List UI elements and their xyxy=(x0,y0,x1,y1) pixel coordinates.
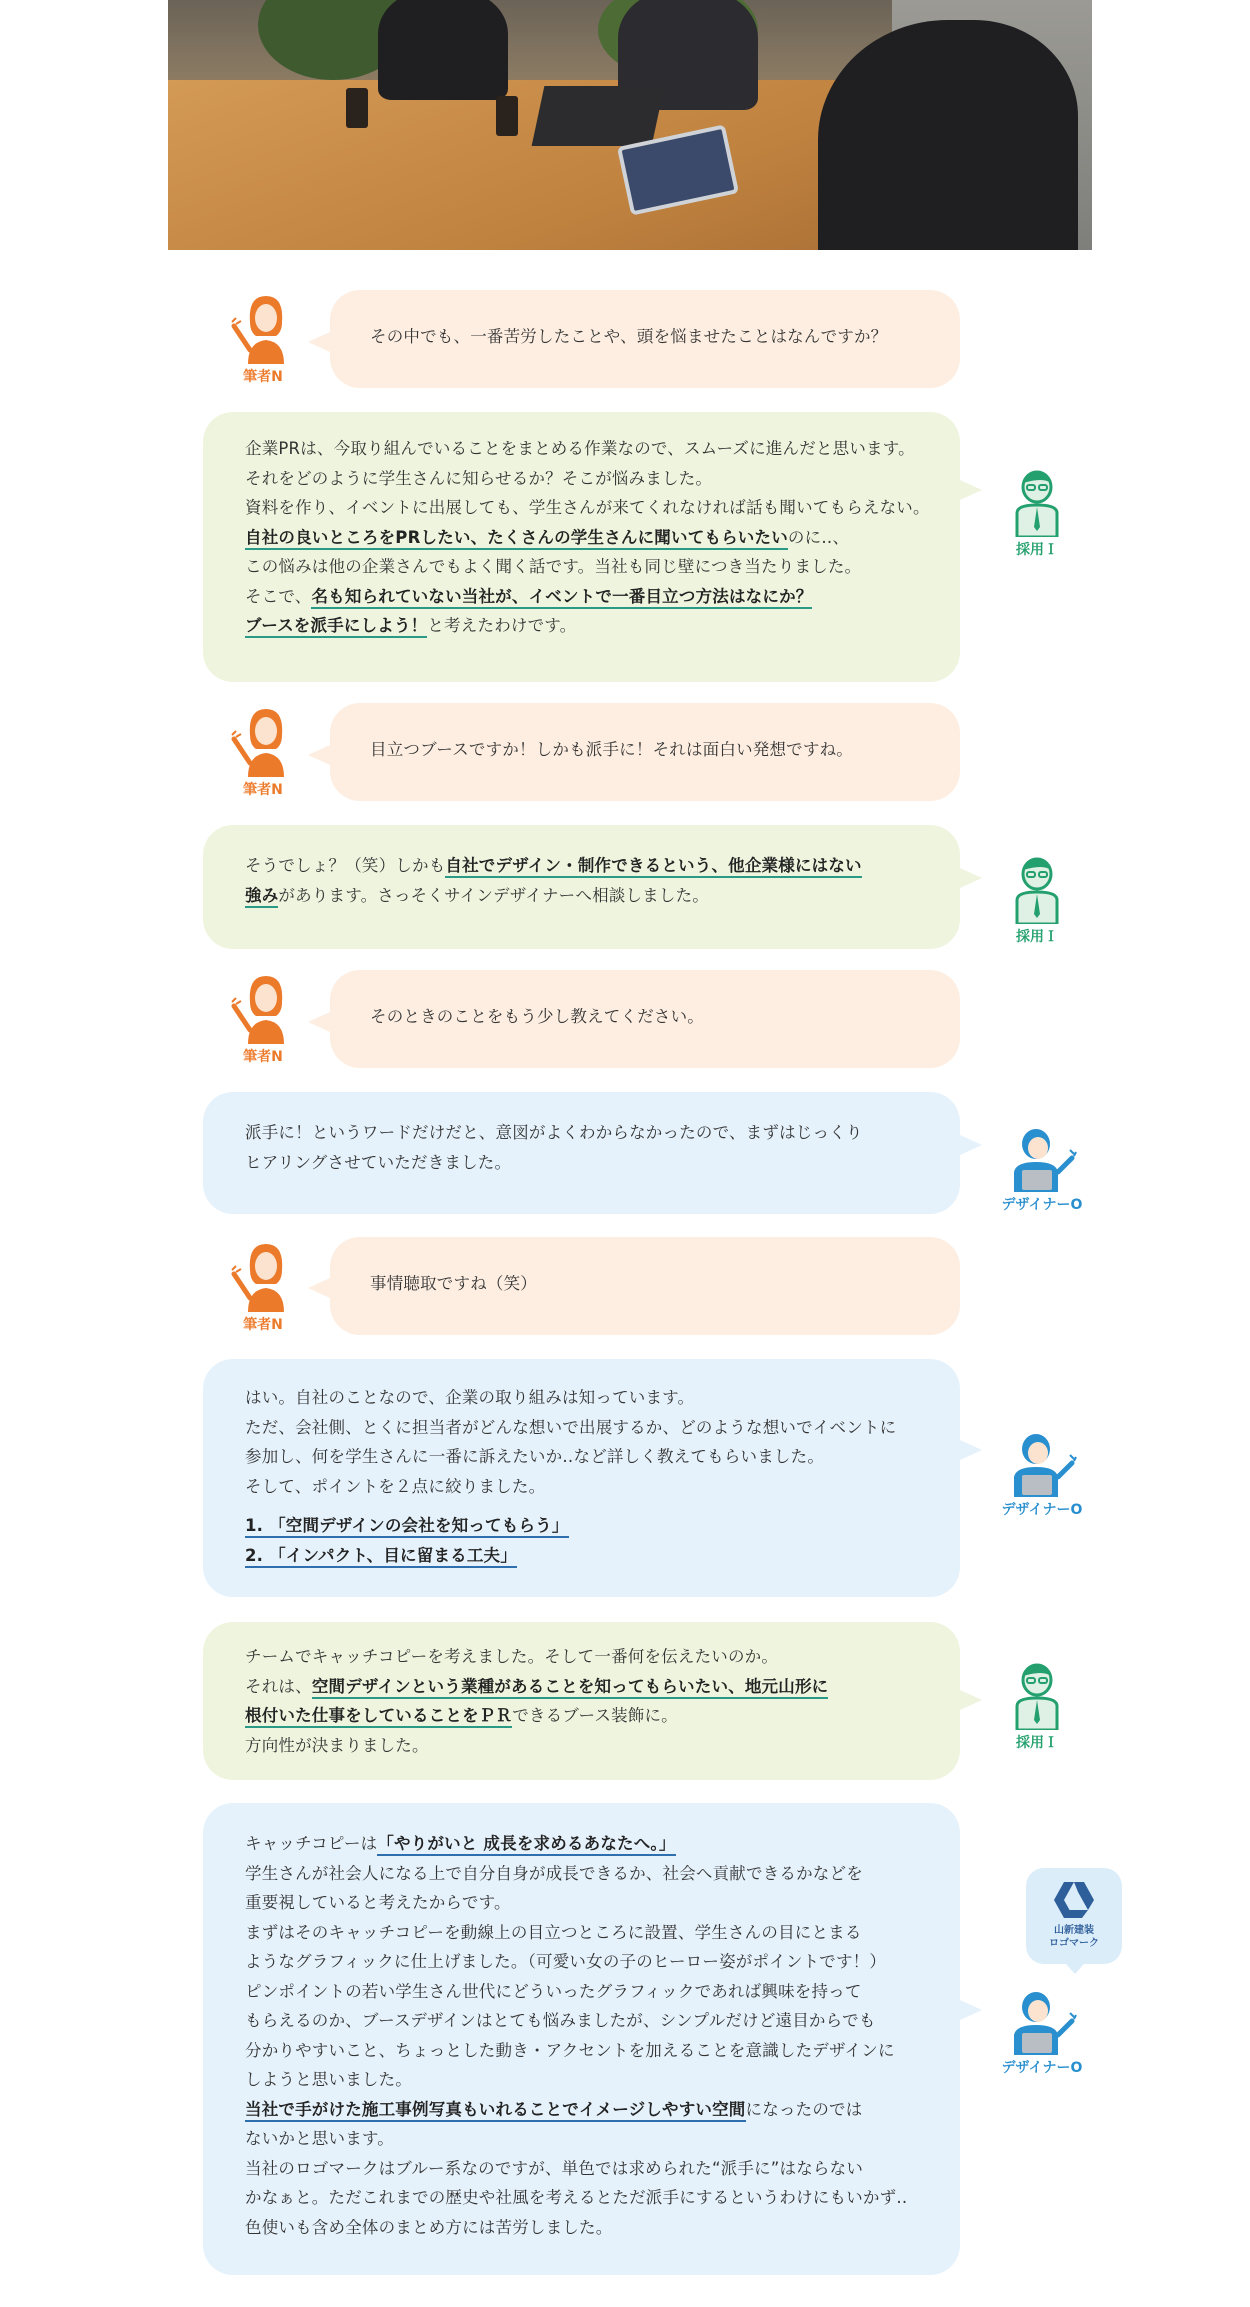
photo-person xyxy=(378,0,508,100)
speech-bubble xyxy=(203,1803,960,2275)
points-list xyxy=(245,1511,918,1570)
callout-tail xyxy=(1066,1964,1084,1974)
bubble-text: 色使いも含め全体のまとめ方には苦労しました。 xyxy=(245,2217,613,2237)
highlight-text: 名も知られていない当社が、イベントで一番目立つ方法はなにか？ xyxy=(311,587,812,609)
bubble-tail xyxy=(960,2000,982,2020)
highlight-text: 強み xyxy=(245,886,278,908)
speech-bubble xyxy=(330,290,960,388)
avatar-designer xyxy=(992,1120,1092,1214)
highlight-text: 自社の良いところをPRしたい、たくさんの学生さんに聞いてもらいたい xyxy=(245,528,788,550)
bubble-text: と考えたわけです。 xyxy=(427,616,577,635)
bubble-text: 資料を作り、イベントに出展しても、学生さんが来てくれなければ話も聞いてもらえない。 xyxy=(245,498,930,517)
recruiter-icon xyxy=(1007,465,1067,537)
avatar-recruit xyxy=(992,1658,1082,1752)
bubble-text: できるブース装飾に。 xyxy=(512,1706,678,1725)
bubble-tail xyxy=(308,1278,330,1298)
designer-icon xyxy=(1002,1120,1082,1192)
bubble-text: 目立つブースですか！しかも派手に！それは面白い発想ですね。 xyxy=(370,740,853,759)
speaker-name: 筆者N xyxy=(243,782,283,798)
speech-bubble xyxy=(203,825,960,949)
bubble-text: かなぁと。ただこれまでの歴史や社風を考えるとただ派手にするというわけにもいかず‥ xyxy=(245,2188,908,2207)
highlight-text: 「やりがいと 成長を求めるあなたへ。」 xyxy=(377,1834,675,1856)
bubble-text: チームでキャッチコピーを考えました。そして一番何を伝えたいのか。 xyxy=(245,1647,779,1666)
avatar-designer xyxy=(992,1983,1092,2077)
speaker-name: 採用Ｉ xyxy=(1016,542,1058,558)
bubble-tail xyxy=(308,745,330,765)
bubble-tail xyxy=(960,1690,982,1710)
speaker-name: 筆者N xyxy=(243,1049,283,1065)
bubble-text: ヒアリングさせていただきました。 xyxy=(245,1152,512,1172)
writer-icon xyxy=(228,972,298,1044)
photo-cup xyxy=(346,88,368,128)
speaker-name: 採用Ｉ xyxy=(1016,1735,1058,1751)
bubble-text: 分かりやすいこと、ちょっとした動き・アクセントを加えることを意識したデザインに xyxy=(245,2040,895,2060)
point-item: 1. 「空間デザインの会社を知ってもらう」 xyxy=(245,1516,569,1538)
avatar-recruit xyxy=(992,852,1082,946)
photo-person xyxy=(818,20,1078,250)
bubble-text: そのときのことをもう少し教えてください。 xyxy=(370,1007,704,1026)
logo-callout xyxy=(1026,1868,1122,1964)
speaker-name: デザイナーO xyxy=(1001,1197,1083,1213)
bubble-text: そして、ポイントを２点に絞りました。 xyxy=(245,1476,546,1496)
highlight-text: 自社でデザイン・制作できるという、他企業様にはない xyxy=(445,856,861,878)
speech-bubble xyxy=(203,1359,960,1597)
bubble-text: 方向性が決まりました。 xyxy=(245,1735,429,1755)
bubble-text: そうでしょ？（笑）しかも xyxy=(245,856,446,875)
bubble-text: 当社のロゴマークはブルー系なのですが、単色では求められた“派手に”はならない xyxy=(245,2158,864,2178)
point-item: 2. 「インパクト、目に留まる工夫」 xyxy=(245,1546,517,1568)
speech-bubble xyxy=(330,1237,960,1335)
company-logo-icon xyxy=(1052,1880,1096,1920)
bubble-text: になったのでは xyxy=(745,2099,863,2119)
bubble-text: 企業PRは、今取り組んでいることをまとめる作業なので、スムーズに進んだと思います。 xyxy=(245,439,915,458)
avatar-writer xyxy=(218,1240,308,1334)
bubble-text: まずはそのキャッチコピーを動線上の目立つところに設置、学生さんの目にとまる xyxy=(245,1922,862,1942)
highlight-text: 当社で手がけた施工事例写真もいれることでイメージしやすい空間 xyxy=(245,2100,746,2122)
bubble-text: それをどのように学生さんに知らせるか？そこが悩みました。 xyxy=(245,468,713,488)
speaker-name: 筆者N xyxy=(243,1317,283,1333)
bubble-tail xyxy=(960,868,982,888)
speaker-name: デザイナーO xyxy=(1001,2060,1083,2076)
meeting-photo xyxy=(168,0,1092,250)
writer-icon xyxy=(228,705,298,777)
photo-cup xyxy=(496,96,518,136)
speech-bubble xyxy=(330,703,960,801)
bubble-text: もらえるのか、ブースデザインはとても悩みましたが、シンプルだけど遠目からでも xyxy=(245,2011,876,2030)
bubble-text: 参加し、何を学生さんに一番に訴えたいか‥など詳しく教えてもらいました。 xyxy=(245,1447,825,1466)
bubble-text: 学生さんが社会人になる上で自分自身が成長できるか、社会へ貢献できるかなどを xyxy=(245,1863,863,1883)
designer-icon xyxy=(1002,1425,1082,1497)
speech-bubble xyxy=(203,1622,960,1780)
avatar-writer xyxy=(218,972,308,1066)
bubble-text: ようなグラフィックに仕上げました。（可愛い女の子のヒーロー姿がポイントです！） xyxy=(245,1952,887,1971)
speech-bubble xyxy=(203,1092,960,1214)
recruiter-icon xyxy=(1007,852,1067,924)
photo-laptop xyxy=(532,86,665,146)
recruiter-icon xyxy=(1007,1658,1067,1730)
designer-icon xyxy=(1002,1983,1082,2055)
logo-label: ロゴマーク xyxy=(1049,1938,1099,1949)
bubble-text: この悩みは他の企業さんでもよく聞く話です。当社も同じ壁につき当たりました。 xyxy=(245,557,862,576)
bubble-text: ピンポイントの若い学生さん世代にどういったグラフィックであれば興味を持って xyxy=(245,1981,862,2001)
avatar-writer xyxy=(218,705,308,799)
writer-icon xyxy=(228,1240,298,1312)
bubble-text: しようと思いました。 xyxy=(245,2070,412,2089)
bubble-text: 事情聴取ですね（笑） xyxy=(370,1274,537,1293)
bubble-tail xyxy=(960,1440,982,1460)
bubble-text: があります。さっそくサインデザイナーへ相談しました。 xyxy=(278,885,709,905)
speech-bubble xyxy=(203,412,960,682)
bubble-text: それは、 xyxy=(245,1676,312,1696)
bubble-text: 派手に！というワードだけだと、意図がよくわからなかったので、まずはじっくり xyxy=(245,1123,863,1142)
avatar-writer xyxy=(218,292,308,386)
writer-icon xyxy=(228,292,298,364)
bubble-text: ただ、会社側、とくに担当者がどんな想いで出展するか、どのような想いでイベントに xyxy=(245,1417,897,1437)
bubble-tail xyxy=(960,1135,982,1155)
bubble-tail xyxy=(308,1012,330,1032)
speaker-name: 採用Ｉ xyxy=(1016,929,1058,945)
avatar-recruit xyxy=(992,465,1082,559)
bubble-text: はい。自社のことなので、企業の取り組みは知っています。 xyxy=(245,1388,695,1407)
bubble-text: 重要視していると考えたからです。 xyxy=(245,1893,511,1912)
bubble-text: キャッチコピーは xyxy=(245,1834,378,1853)
speech-bubble xyxy=(330,970,960,1068)
highlight-text: 根付いた仕事をしていることをＰＲ xyxy=(245,1706,512,1728)
bubble-tail xyxy=(960,480,982,500)
logo-label: 山新建装 xyxy=(1054,1925,1094,1936)
bubble-text: そこで、 xyxy=(245,586,312,606)
bubble-text: ないかと思います。 xyxy=(245,2129,394,2148)
highlight-text: 空間デザインという業種があることを知ってもらいたい、地元山形に xyxy=(312,1677,829,1699)
bubble-tail xyxy=(308,332,330,352)
avatar-designer xyxy=(992,1425,1092,1519)
speaker-name: デザイナーO xyxy=(1001,1502,1083,1518)
speaker-name: 筆者N xyxy=(243,369,283,385)
bubble-text: その中でも、一番苦労したことや、頭を悩ませたことはなんですか？ xyxy=(370,327,888,346)
highlight-text: ブースを派手にしよう！ xyxy=(245,616,427,638)
bubble-text: のに‥、 xyxy=(787,527,850,547)
